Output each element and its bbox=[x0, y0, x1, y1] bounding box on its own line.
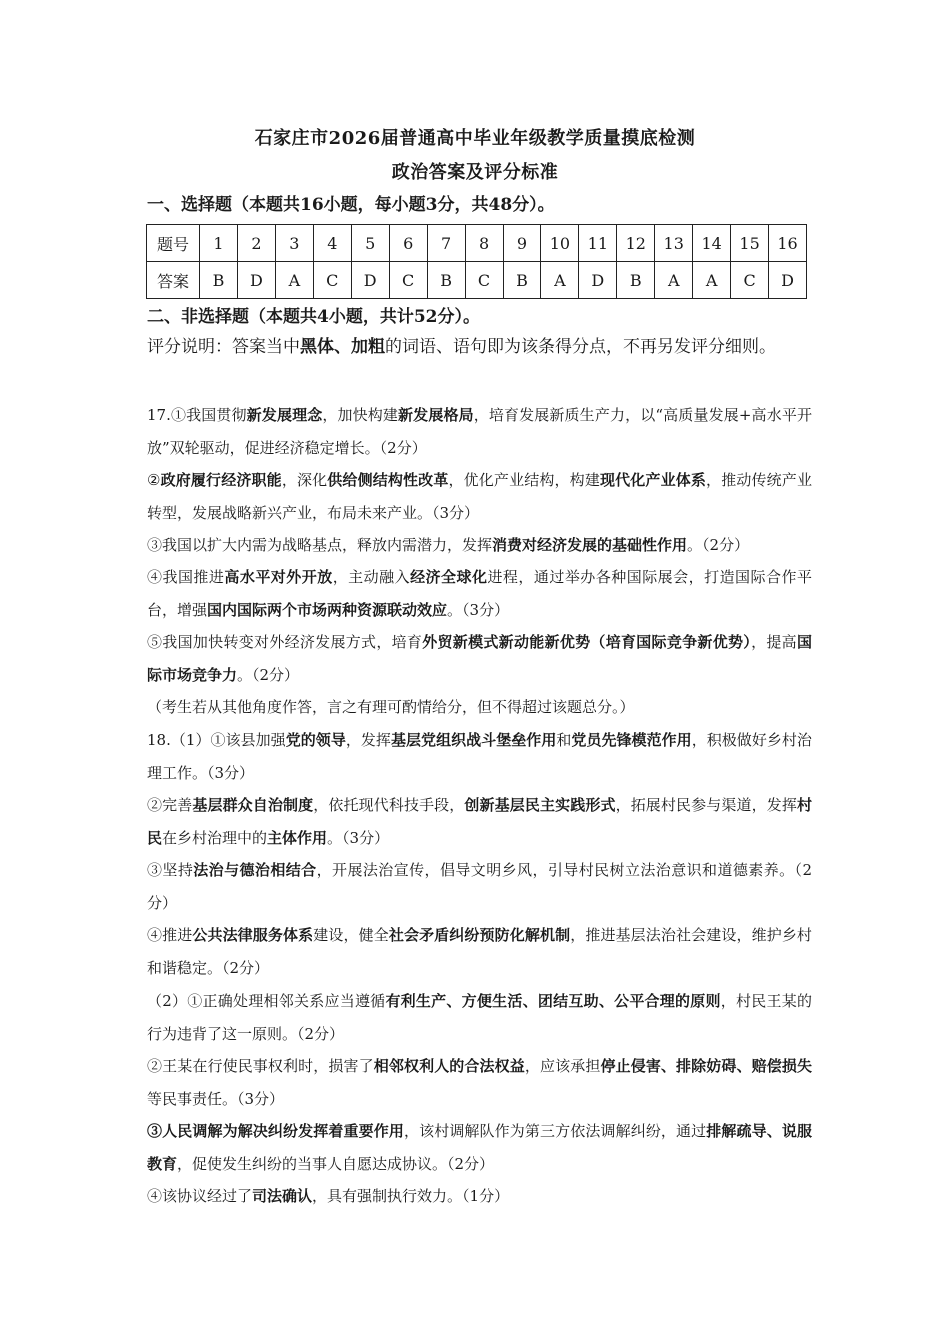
key-point-text: 国内国际两个市场两种资源联动效应 bbox=[207, 600, 448, 619]
question-number: 6 bbox=[389, 225, 427, 262]
answer-text: ②完善 bbox=[147, 796, 193, 814]
answer-text: ，拓展村民参与渠道，发挥 bbox=[615, 796, 797, 814]
question-number: 15 bbox=[731, 225, 769, 262]
key-point-text: 有利生产、方便生活、团结互助、公平合理的原则 bbox=[385, 992, 721, 1010]
q18-part2-point-1 bbox=[147, 985, 812, 1050]
question-number: 8 bbox=[465, 225, 503, 262]
answer-text: ④我国推进 bbox=[147, 568, 225, 586]
q18-part1-point-1 bbox=[147, 724, 812, 789]
answer-cell: A bbox=[655, 262, 693, 299]
q17-point-2 bbox=[147, 464, 812, 529]
answer-row bbox=[147, 262, 807, 299]
key-point-text: 消费对经济发展的基础性作用 bbox=[492, 536, 688, 554]
key-point-text: 新发展格局 bbox=[398, 406, 474, 424]
answer-text: ，推动传统产业转型，发展战略新兴产业，布局未来产业。（3分） bbox=[147, 471, 812, 522]
answer-cell: B bbox=[503, 262, 541, 299]
answer-text: ，推进基层法治社会建设，维护乡村和谐稳定。（2分） bbox=[147, 926, 812, 977]
key-point-text: 创新基层民主实践形式 bbox=[464, 796, 616, 814]
answer-cell: D bbox=[351, 262, 389, 299]
scoring-note-bold: 黑体、加粗 bbox=[300, 337, 385, 357]
answer-cell: A bbox=[693, 262, 731, 299]
answer-text: ，深化 bbox=[281, 471, 328, 489]
question-number: 7 bbox=[427, 225, 465, 262]
answer-text: 18.（1）①该县加强 bbox=[147, 731, 286, 749]
q17-point-5 bbox=[147, 626, 812, 691]
answer-text: ，发挥 bbox=[345, 731, 391, 749]
answer-text: ⑤我国加快转变对外经济发展方式，培育 bbox=[147, 633, 423, 651]
answer-cell: B bbox=[200, 262, 238, 299]
key-point-text: 国际市场竞争力 bbox=[147, 633, 812, 684]
row-label-question: 题号 bbox=[147, 225, 200, 262]
answer-text: 。（3分） bbox=[327, 828, 390, 847]
question-number: 2 bbox=[237, 225, 275, 262]
answer-cell: C bbox=[465, 262, 503, 299]
answer-cell: A bbox=[541, 262, 579, 299]
answer-text: 17.①我国贯彻 bbox=[147, 406, 247, 424]
key-point-text: 主体作用 bbox=[267, 828, 328, 847]
answer-text: ③我国以扩大内需为战略基点，释放内需潜力，发挥 bbox=[147, 536, 493, 554]
question-number: 12 bbox=[617, 225, 655, 262]
answer-text: ，具有强制执行效力。（1分） bbox=[312, 1187, 510, 1205]
answer-text: ，加快构建 bbox=[322, 406, 399, 424]
question-number: 5 bbox=[351, 225, 389, 262]
answer-table bbox=[146, 224, 807, 299]
answer-text: 等民事责任。（3分） bbox=[147, 1089, 285, 1108]
answer-text: 建设，健全 bbox=[313, 926, 389, 944]
question-number: 9 bbox=[503, 225, 541, 262]
scoring-note-prefix: 评分说明：答案当中 bbox=[147, 337, 300, 357]
answer-cell: B bbox=[617, 262, 655, 299]
key-point-text: 排解疏导、说服教育 bbox=[147, 1122, 812, 1173]
answer-text: ，该村调解队作为第三方依法调解纠纷，通过 bbox=[403, 1122, 707, 1140]
scoring-note bbox=[147, 332, 812, 363]
section2-heading: 二、非选择题（本题共4小题，共计52分）。 bbox=[147, 307, 480, 327]
key-point-text: 现代化产业体系 bbox=[599, 471, 707, 489]
question-number: 1 bbox=[200, 225, 238, 262]
q18-part2-point-3 bbox=[147, 1115, 812, 1180]
key-point-text: 停止侵害、排除妨碍、赔偿损失 bbox=[600, 1057, 812, 1075]
answer-text: ，应该承担 bbox=[524, 1057, 601, 1075]
key-point-text: 基层党组织战斗堡垒作用 bbox=[390, 731, 557, 749]
key-point-text: 经济全球化 bbox=[410, 568, 488, 586]
document-title: 石家庄市2026届普通高中毕业年级教学质量摸底检测 bbox=[254, 128, 696, 149]
section1-heading: 一、选择题（本题共16小题，每小题3分，共48分）。 bbox=[147, 195, 555, 215]
question-number-row bbox=[147, 225, 807, 262]
q18-part1-point-2 bbox=[147, 789, 812, 854]
q17-note bbox=[147, 691, 812, 724]
answer-text: ，促使发生纠纷的当事人自愿达成协议。（2分） bbox=[177, 1154, 495, 1173]
key-point-text: 党员先锋模范作用 bbox=[571, 731, 692, 749]
key-point-text: 外贸新模式新动能新优势（培育国际竞争新优势） bbox=[422, 633, 752, 651]
key-point-text: 公共法律服务体系 bbox=[192, 926, 314, 944]
q18-part2-point-4 bbox=[147, 1180, 812, 1213]
document-subtitle: 政治答案及评分标准 bbox=[391, 162, 559, 183]
key-point-text: 基层群众自治制度 bbox=[192, 796, 314, 814]
answer-text: ，依托现代科技手段， bbox=[313, 796, 465, 814]
answer-cell: C bbox=[389, 262, 427, 299]
key-point-text: 新发展理念 bbox=[246, 406, 323, 424]
answer-text: ④该协议经过了 bbox=[147, 1187, 253, 1205]
answer-text: ，提高 bbox=[751, 633, 797, 651]
question-number: 13 bbox=[655, 225, 693, 262]
answer-cell: B bbox=[427, 262, 465, 299]
scoring-note-suffix: 的词语、语句即为该条得分点，不再另发评分细则。 bbox=[385, 337, 776, 357]
key-point-text: 供给侧结构性改革 bbox=[327, 471, 449, 489]
question-number: 10 bbox=[541, 225, 579, 262]
question-number: 3 bbox=[275, 225, 313, 262]
key-point-text: 法治与德治相结合 bbox=[193, 861, 317, 879]
q18-part2-point-2 bbox=[147, 1050, 812, 1115]
q17-point-1 bbox=[147, 399, 812, 464]
key-point-text: 高水平对外开放 bbox=[224, 568, 333, 586]
q18-part1-point-4 bbox=[147, 919, 812, 984]
answer-text: ，优化产业结构，构建 bbox=[448, 471, 600, 489]
answer-text: 进程，通过举办各种国际展会，打造国际合作平台，增强 bbox=[147, 568, 812, 619]
row-label-answer: 答案 bbox=[147, 262, 200, 299]
answer-text: ，主动融入 bbox=[332, 568, 411, 586]
answer-cell: D bbox=[769, 262, 807, 299]
answer-text: （2）①正确处理相邻关系应当遵循 bbox=[147, 992, 386, 1010]
answer-cell: D bbox=[579, 262, 617, 299]
answer-text: ③坚持 bbox=[147, 861, 194, 879]
answer-text: ②王某在行使民事权利时，损害了 bbox=[147, 1057, 374, 1075]
answer-text: ，村民王某的行为违背了这一原则。（2分） bbox=[147, 992, 812, 1043]
answer-text: 。（2分） bbox=[687, 536, 750, 554]
question-number: 11 bbox=[579, 225, 617, 262]
answer-text: ，开展法治宣传，倡导文明乡风，引导村民树立法治意识和道德素养。（2分） bbox=[147, 861, 812, 912]
answer-text: 。（3分） bbox=[447, 600, 510, 619]
answer-cell: C bbox=[731, 262, 769, 299]
key-point-text: 党的领导 bbox=[285, 731, 346, 749]
answer-text: ，培育发展新质生产力，以“高质量发展+高水平开放”双轮驱动，促进经济稳定增长。（2分） bbox=[147, 406, 812, 457]
q17-point-4 bbox=[147, 561, 812, 626]
key-point-text: 村民 bbox=[147, 796, 812, 847]
answer-text: ② bbox=[147, 471, 161, 489]
answer-text: ，积极做好乡村治理工作。（3分） bbox=[147, 731, 812, 782]
answer-text: 。（2分） bbox=[237, 665, 300, 684]
question-number: 4 bbox=[313, 225, 351, 262]
answer-cell: A bbox=[275, 262, 313, 299]
answer-text: 和 bbox=[556, 731, 572, 749]
answer-cell: D bbox=[237, 262, 275, 299]
key-point-text: 政府履行经济职能 bbox=[160, 471, 282, 489]
key-point-text: ③人民调解为解决纠纷发挥着重要作用 bbox=[147, 1122, 404, 1140]
q17-point-3 bbox=[147, 529, 812, 562]
answer-cell: C bbox=[313, 262, 351, 299]
answer-text: ④推进 bbox=[147, 926, 193, 944]
question-number: 16 bbox=[769, 225, 807, 262]
answer-text: 在乡村治理中的 bbox=[162, 828, 268, 847]
q18-part1-point-3 bbox=[147, 854, 812, 919]
question-number: 14 bbox=[693, 225, 731, 262]
key-point-text: 司法确认 bbox=[252, 1187, 313, 1205]
answer-text: （考生若从其他角度作答，言之有理可酌情给分，但不得超过该题总分。） bbox=[147, 698, 635, 716]
key-point-text: 社会矛盾纠纷预防化解机制 bbox=[388, 926, 571, 944]
key-point-text: 相邻权利人的合法权益 bbox=[373, 1057, 525, 1075]
